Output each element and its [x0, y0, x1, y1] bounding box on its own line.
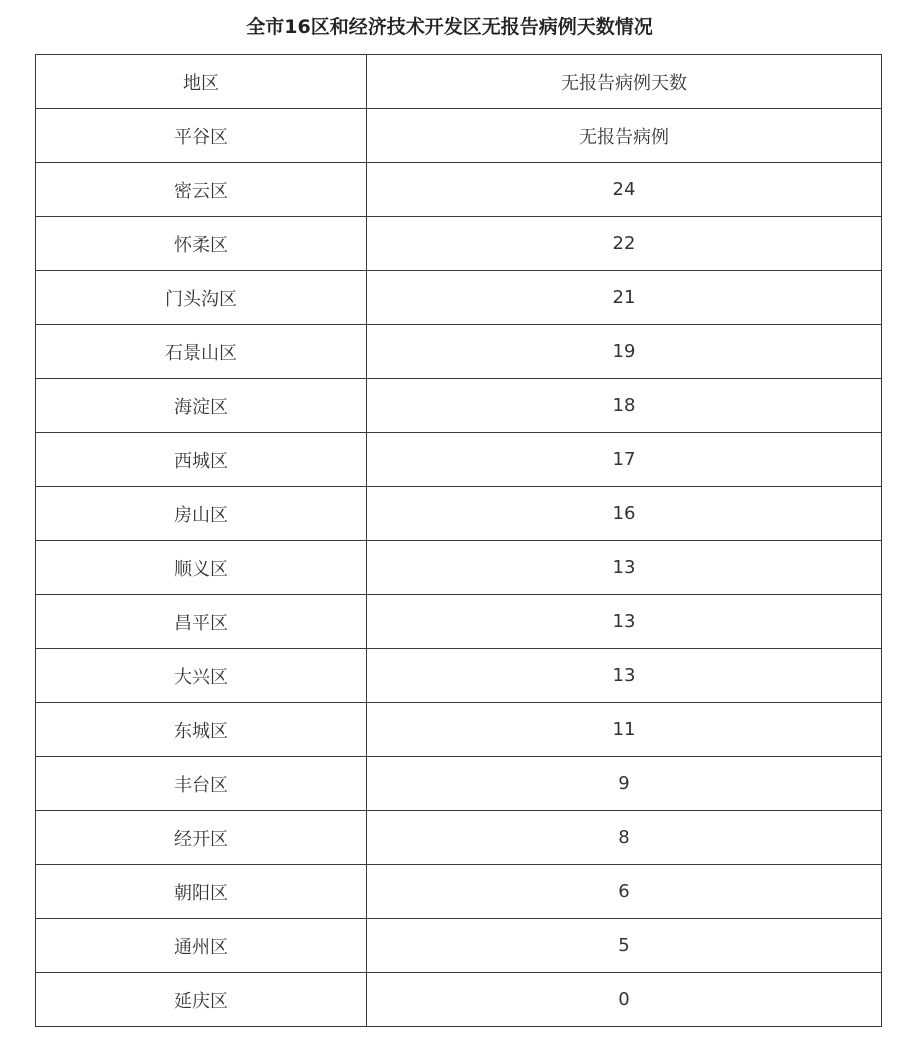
district-cell: 怀柔区: [36, 217, 367, 271]
days-cell: 6: [367, 865, 882, 919]
table-header-row: [36, 55, 882, 109]
days-cell: 13: [367, 541, 882, 595]
table-row: [36, 325, 882, 379]
days-cell: 24: [367, 163, 882, 217]
table-row: [36, 163, 882, 217]
table-row: [36, 595, 882, 649]
days-cell: 0: [367, 973, 882, 1027]
table-row: [36, 919, 882, 973]
days-cell: 19: [367, 325, 882, 379]
days-cell: 18: [367, 379, 882, 433]
table-row: [36, 487, 882, 541]
district-cell: 顺义区: [36, 541, 367, 595]
table-row: [36, 757, 882, 811]
table-row: [36, 541, 882, 595]
table-row: [36, 703, 882, 757]
district-cell: 经开区: [36, 811, 367, 865]
district-cell: 东城区: [36, 703, 367, 757]
days-cell: 22: [367, 217, 882, 271]
table-row: [36, 649, 882, 703]
table-row: [36, 865, 882, 919]
table-row: [36, 217, 882, 271]
district-cell: 密云区: [36, 163, 367, 217]
report-table: [35, 54, 882, 1027]
district-cell: 延庆区: [36, 973, 367, 1027]
days-cell: 8: [367, 811, 882, 865]
header-cell-days: 无报告病例天数: [367, 55, 882, 109]
table-row: [36, 109, 882, 163]
district-cell: 海淀区: [36, 379, 367, 433]
district-cell: 房山区: [36, 487, 367, 541]
table-row: [36, 271, 882, 325]
days-cell: 无报告病例: [367, 109, 882, 163]
district-cell: 大兴区: [36, 649, 367, 703]
table-row: [36, 379, 882, 433]
district-cell: 平谷区: [36, 109, 367, 163]
table-row: [36, 973, 882, 1027]
days-cell: 11: [367, 703, 882, 757]
days-cell: 13: [367, 649, 882, 703]
days-cell: 9: [367, 757, 882, 811]
district-cell: 通州区: [36, 919, 367, 973]
header-cell-district: 地区: [36, 55, 367, 109]
days-cell: 21: [367, 271, 882, 325]
page-title: 全市16区和经济技术开发区无报告病例天数情况: [246, 16, 653, 38]
district-cell: 石景山区: [36, 325, 367, 379]
district-cell: 丰台区: [36, 757, 367, 811]
days-cell: 13: [367, 595, 882, 649]
table-row: [36, 811, 882, 865]
district-cell: 朝阳区: [36, 865, 367, 919]
district-cell: 门头沟区: [36, 271, 367, 325]
days-cell: 5: [367, 919, 882, 973]
district-cell: 昌平区: [36, 595, 367, 649]
district-cell: 西城区: [36, 433, 367, 487]
report-table-body: [36, 55, 882, 1027]
table-row: [36, 433, 882, 487]
days-cell: 17: [367, 433, 882, 487]
days-cell: 16: [367, 487, 882, 541]
